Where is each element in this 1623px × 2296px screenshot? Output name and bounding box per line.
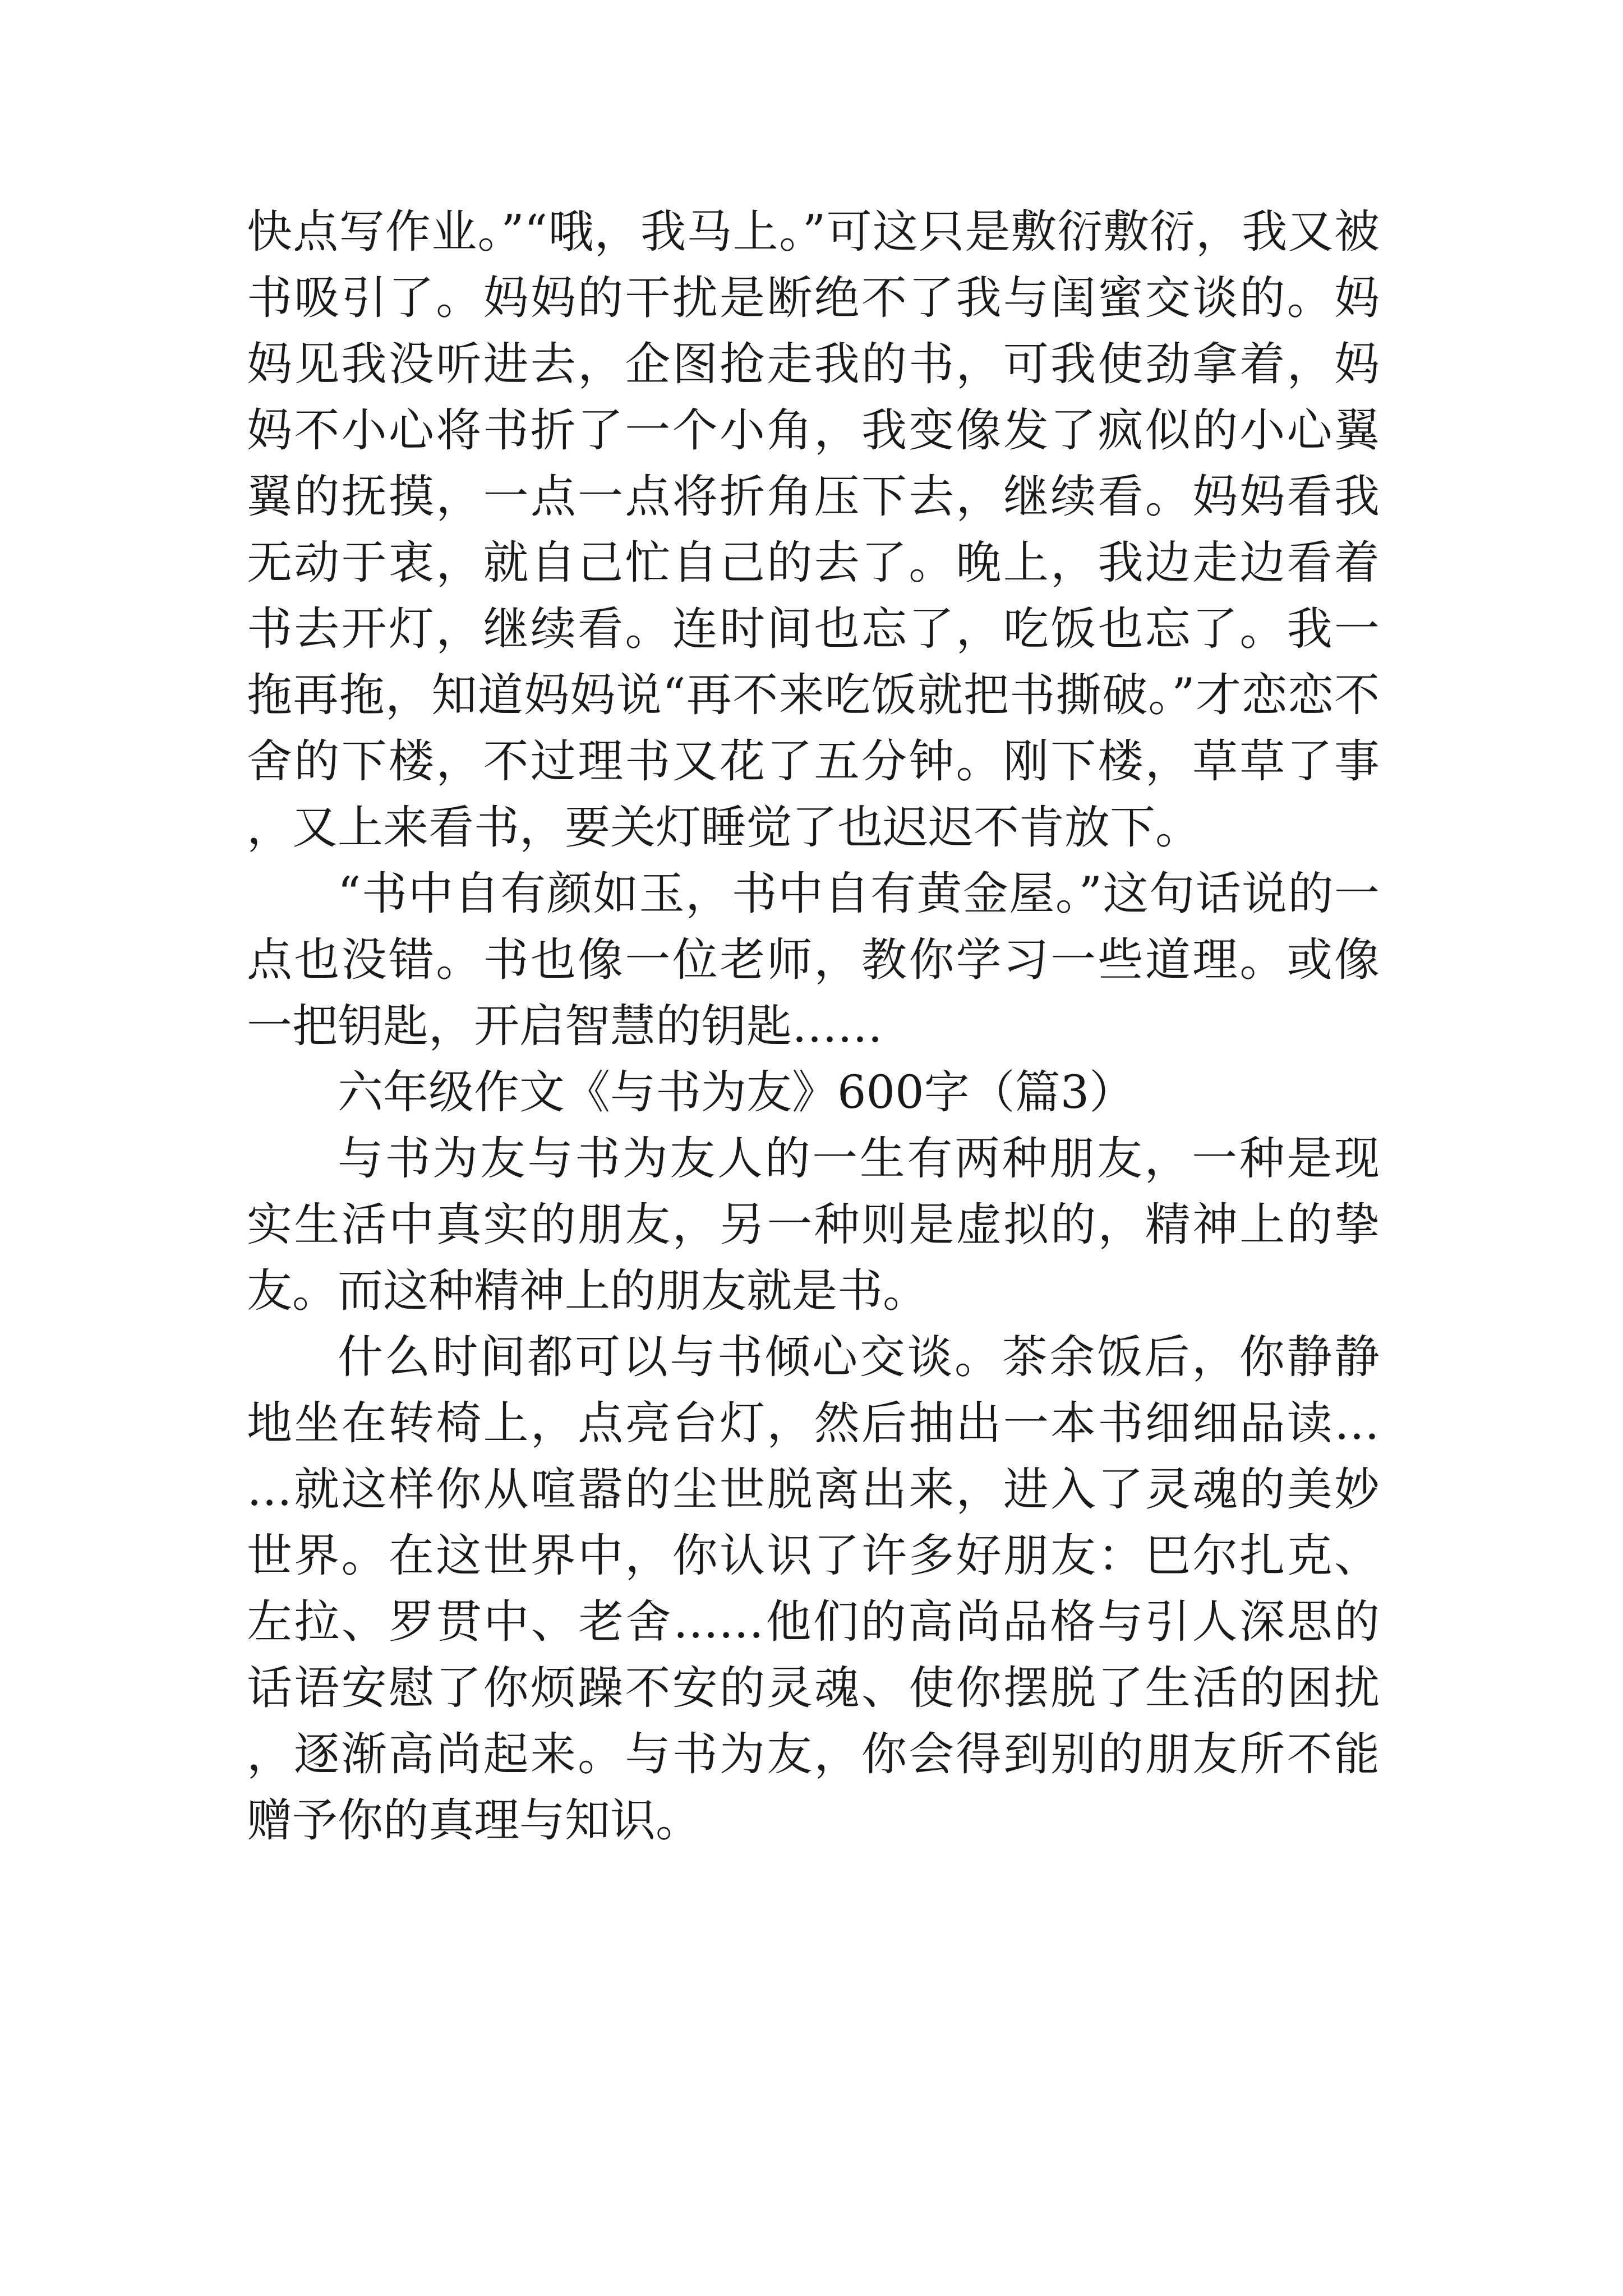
paragraph-3: 与书为友与书为友人的一生有两种朋友，一种是现实生活中真实的朋友，另一种则是虚拟的，精神上的挚友。而这种精神上的朋友就是书。 — [247, 1133, 1380, 1318]
document-body — [247, 199, 1380, 1854]
paragraph-1: 快点写作业。”“哦，我马上。”可这只是敷衍敷衍，我又被书吸引了。妈妈的干扰是断绝不了我与闺蜜交谈的。妈妈见我没听进去，企图抢走我的书，可我使劲拿着，妈妈不小心将书折了一个小角，我变像发了疯似的小心翼翼的抚摸，一点一点将折角压下去，继续看。妈妈看我无动于衷，就自己忙自己的去了。晚上，我边走边看着书去开灯，继续看。连时间也忘了，吃饭也忘了。我一拖再拖，知道妈妈说“再不来吃饭就把书撕破。”才恋恋不舍的下楼，不过理书又花了五分钟。刚下楼，草草了事，又上来看书，要关灯睡觉了也迟迟不肯放下。 — [247, 206, 1380, 854]
essay-heading: 六年级作文《与书为友》600字（篇3） — [338, 1066, 1135, 1119]
paragraph-4: 什么时间都可以与书倾心交谈。茶余饭后，你静静地坐在转椅上，点亮台灯，然后抽出一本书细细品读……就这样你从喧嚣的尘世脱离出来，进入了灵魂的美妙世界。在这世界中，你认识了许多好朋友：巴尔扎克、左拉、罗贯中、老舍……他们的高尚品格与引人深思的话语安慰了你烦躁不安的灵魂、使你摆脱了生活的困扰，逐渐高尚起来。与书为友，你会得到别的朋友所不能赠予你的真理与知识。 — [247, 1331, 1380, 1847]
paragraph-2: “书中自有颜如玉，书中自有黄金屋。”这句话说的一点也没错。书也像一位老师，教你学习一些道理。或像一把钥匙，开启智慧的钥匙…… — [247, 868, 1380, 1053]
